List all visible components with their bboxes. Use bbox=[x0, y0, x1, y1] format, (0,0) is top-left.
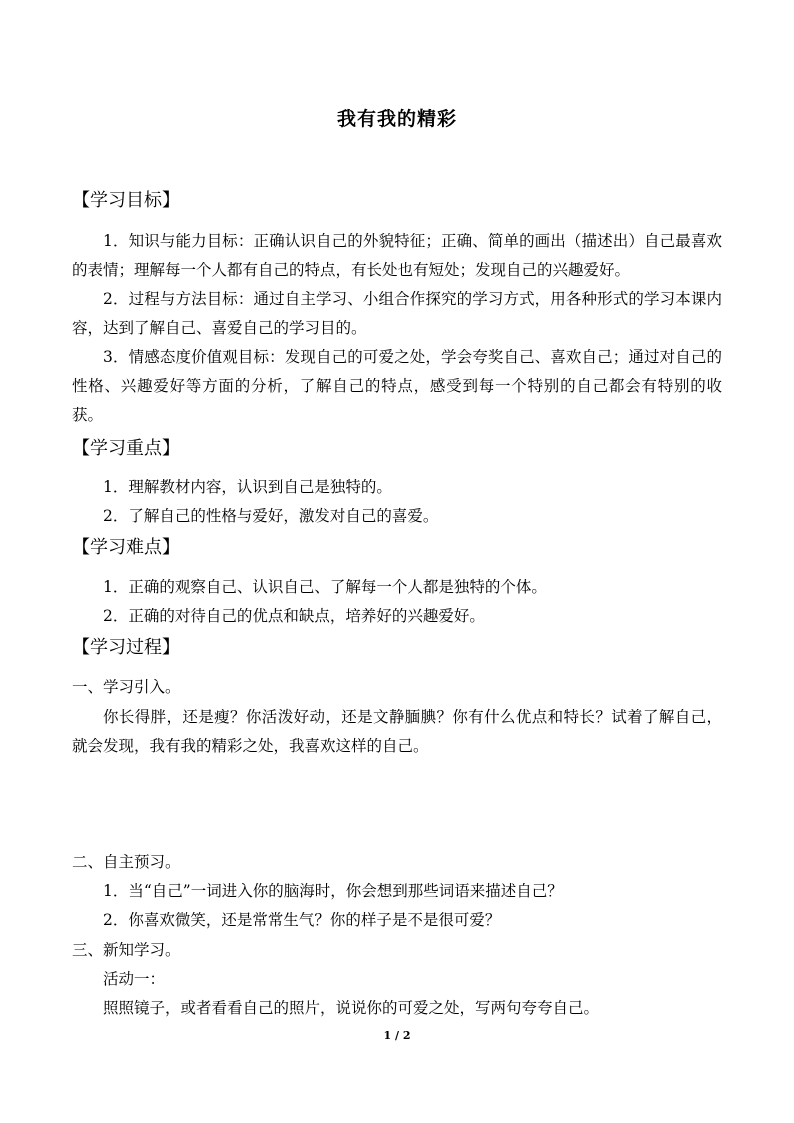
objective-item-3: 3．情感态度价值观目标：发现自己的可爱之处，学会夸奖自己、喜欢自己；通过对自己的性格、兴趣爱好等方面的分析，了解自己的特点，感受到每一个特别的自己都会有特别的收获。 bbox=[72, 348, 722, 424]
section-heading-difficulties: 【学习难点】 bbox=[72, 537, 180, 558]
section-heading-process: 【学习过程】 bbox=[72, 637, 180, 658]
key-point-item-1: 1．理解教材内容，认识到自己是独特的。 bbox=[103, 478, 392, 496]
page-title: 我有我的精彩 bbox=[336, 108, 457, 130]
difficulty-item-1: 1．正确的观察自己、认识自己、了解每一个人都是独特的个体。 bbox=[103, 578, 547, 596]
difficulty-item-2: 2．正确的对待自己的优点和缺点，培养好的兴趣爱好。 bbox=[103, 607, 485, 625]
process-part2-heading: 二、自主预习。 bbox=[72, 853, 181, 871]
process-part3-heading: 三、新知学习。 bbox=[72, 941, 181, 959]
objective-item-1: 1．知识与能力目标：正确认识自己的外貌特征；正确、简单的画出（描述出）自己最喜欢的表情；理解每一个人都有自己的特点，有长处也有短处；发现自己的兴趣爱好。 bbox=[72, 232, 722, 279]
page-number: 1 / 2 bbox=[383, 1029, 411, 1042]
activity-label: 活动一： bbox=[103, 970, 166, 988]
section-heading-objectives: 【学习目标】 bbox=[72, 190, 180, 211]
process-part2-item-1: 1．当“自己”一词进入你的脑海时，你会想到那些词语来描述自己？ bbox=[103, 882, 563, 900]
activity-text: 照照镜子，或者看看自己的照片，说说你的可爱之处，写两句夸夸自己。 bbox=[103, 999, 600, 1017]
section-heading-key-points: 【学习重点】 bbox=[72, 438, 180, 459]
process-part1-heading: 一、学习引入。 bbox=[72, 678, 181, 696]
objective-item-2: 2．过程与方法目标：通过自主学习、小组合作探究的学习方式，用各种形式的学习本课内容，达到了解自己、喜爱自己的学习目的。 bbox=[72, 290, 722, 337]
process-part2-item-2: 2．你喜欢微笑，还是常常生气？你的样子是不是很可爱？ bbox=[103, 911, 501, 929]
key-point-item-2: 2．了解自己的性格与爱好，激发对自己的喜爱。 bbox=[103, 507, 439, 525]
process-part1-text: 你长得胖，还是瘦？你活泼好动，还是文静腼腆？你有什么优点和特长？试着了解自己，就会发现，我有我的精彩之处，我喜欢这样的自己。 bbox=[72, 708, 722, 755]
